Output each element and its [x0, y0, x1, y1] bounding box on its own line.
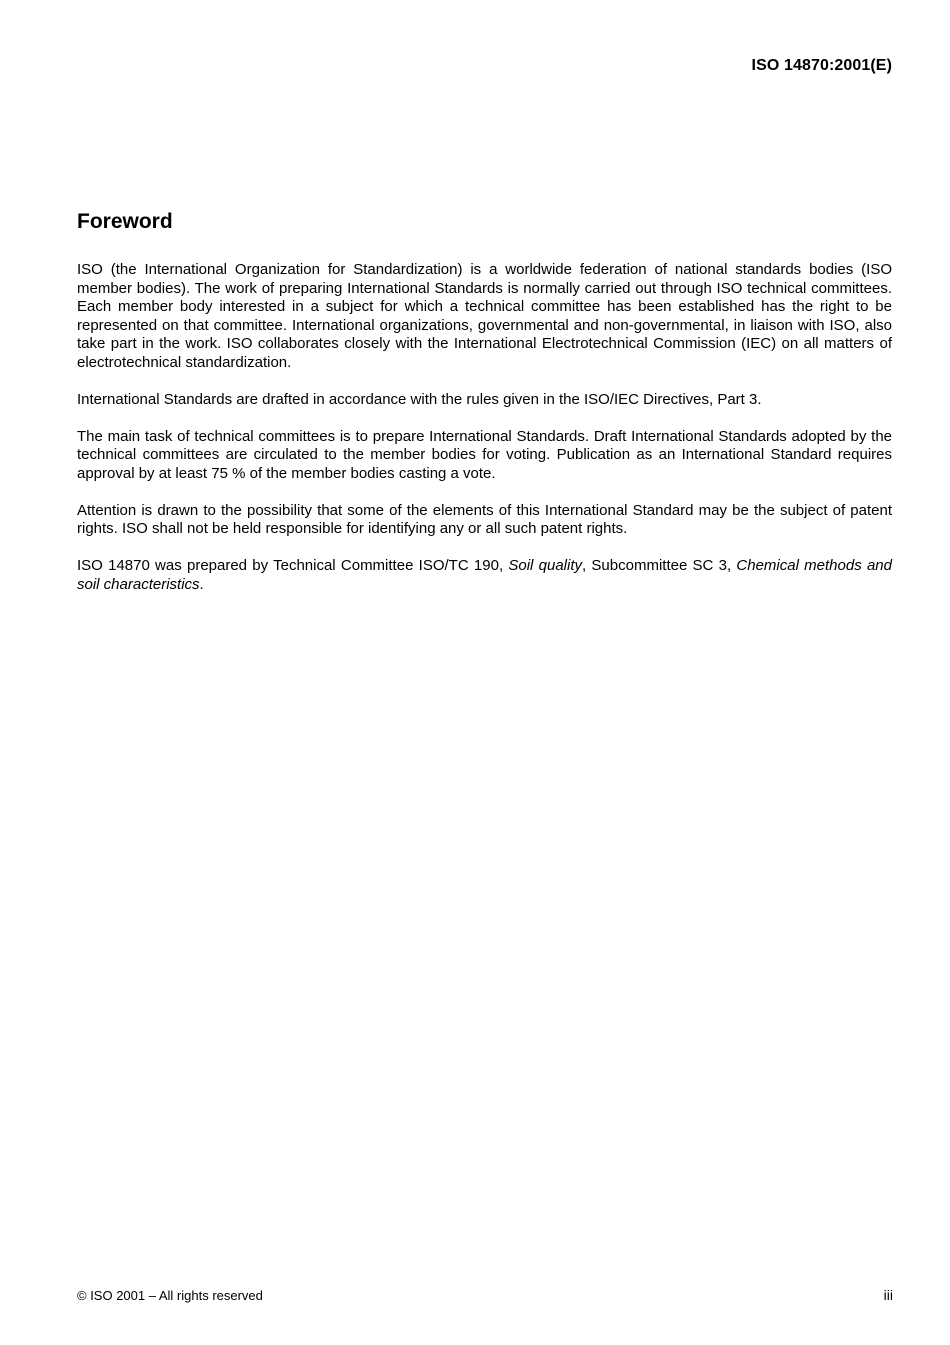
paragraph-patent-rights: Attention is drawn to the possibility that some of the elements of this International Standard may be the subject of patent rights. ISO shall not be held responsible for identifying any or all such patent rights. [77, 501, 892, 537]
foreword-body [77, 261, 892, 594]
paragraph-preparation [77, 557, 892, 594]
page-number: iii [883, 1287, 893, 1303]
preparation-text-start: ISO 14870 was prepared by Technical Committee ISO/TC 190, [77, 557, 509, 574]
document-identifier: ISO 14870:2001(E) [751, 57, 892, 74]
preparation-text-end: . [199, 575, 204, 593]
paragraph-iso-federation: ISO (the International Organization for Standardization) is a worldwide federation of national standards bodies (ISO member bodies). The work of preparing International Standards is normally carried out through ISO technical committees. Each member body interested in a subject for which a technical committee has been established has the right to be represented on that committee. International organizations, governmental and non-governmental, in liaison with ISO, also take part in the work. ISO collaborates closely with the International Electrotechnical Commission (IEC) on all matters of electrotechnical standardization. [77, 261, 892, 371]
page-title: Foreword [77, 210, 173, 233]
copyright-notice: © ISO 2001 – All rights reserved [77, 1288, 263, 1303]
paragraph-committee-task: The main task of technical committees is to prepare International Standards. Draft International Standards adopted by the technical committees are circulated to the member bodies for voting. Publication as an International Standard requires approval by at least 75 % of the member bodies casting a vote. [77, 427, 892, 482]
paragraph-drafting-rules: International Standards are drafted in accordance with the rules given in the ISO/IEC Directives, Part 3. [77, 390, 762, 408]
preparation-text-middle: , Subcommittee SC 3, [582, 557, 737, 574]
subcommittee-name: Chemical methods and soil characteristics [77, 557, 892, 593]
committee-name: Soil quality [508, 557, 582, 574]
